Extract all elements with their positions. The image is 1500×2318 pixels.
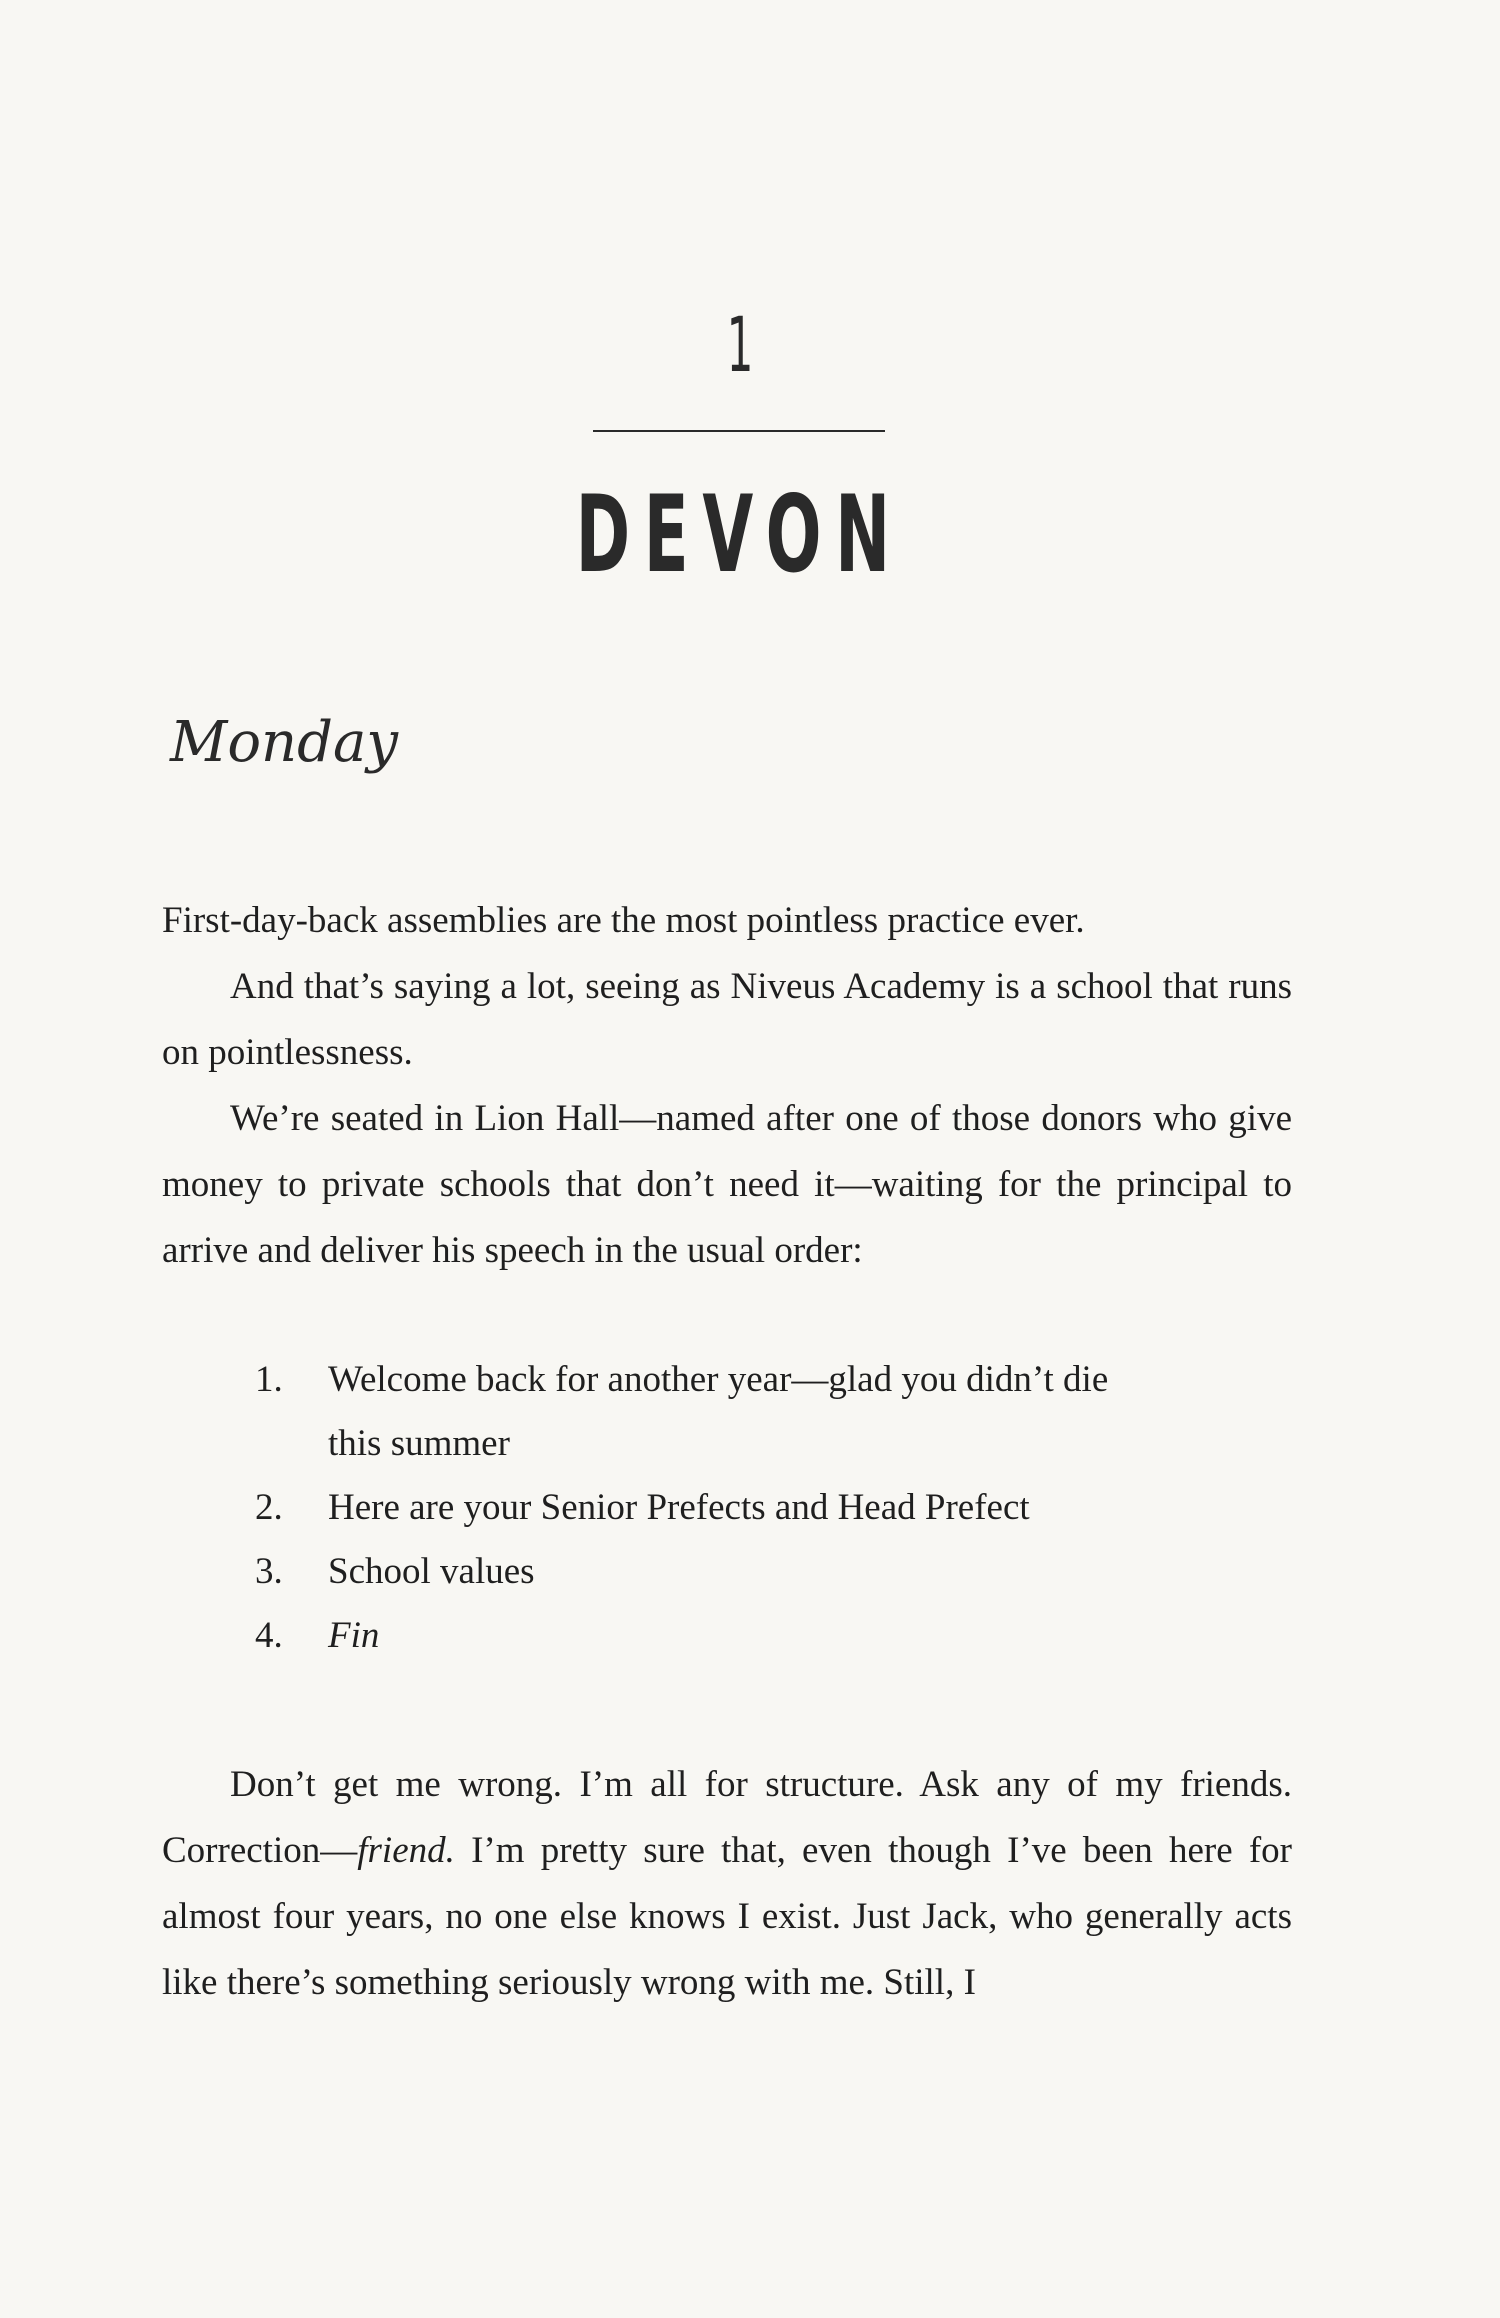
list-item-text: Fin bbox=[328, 1615, 380, 1656]
list-item-text: Welcome back for another year—glad you didn’t die this summer bbox=[328, 1359, 1109, 1464]
chapter-divider bbox=[593, 430, 885, 432]
list-item bbox=[255, 1604, 1155, 1668]
chapter-title bbox=[0, 473, 1480, 596]
paragraph-4-italic: friend. bbox=[357, 1830, 455, 1871]
chapter-title-text: DEVON bbox=[575, 473, 905, 596]
list-item-number: 1. bbox=[255, 1359, 283, 1400]
list-item-number: 2. bbox=[255, 1487, 283, 1528]
body-text-bottom bbox=[162, 1752, 1292, 2016]
paragraph-4-part2: I’m pretty sure that, even though I’ve been here for almost four years, no one else knows I exist. Just Jack, who generally acts like there’s something seriously wrong with me. Still, I bbox=[162, 1830, 1292, 2003]
list-item-number: 3. bbox=[255, 1551, 283, 1592]
paragraph-1: First-day-back assemblies are the most pointless practice ever. bbox=[162, 900, 1085, 941]
paragraph-3: We’re seated in Lion Hall—named after one of those donors who give money to private schools that don’t need it—waiting for the principal to arrive and deliver his speech in the usual order: bbox=[162, 1098, 1292, 1271]
list-item-text: School values bbox=[328, 1551, 535, 1592]
list-item bbox=[255, 1476, 1155, 1540]
paragraph-2: And that’s saying a lot, seeing as Niveus Academy is a school that runs on pointlessness. bbox=[162, 966, 1292, 1073]
paragraph-4-part1: Don’t get me wrong. I’m all for structure. Ask any of my friends. Correction— bbox=[162, 1764, 1292, 1871]
list-item bbox=[255, 1540, 1155, 1604]
numbered-list bbox=[255, 1348, 1155, 1668]
section-heading: Monday bbox=[170, 710, 398, 775]
list-item bbox=[255, 1348, 1155, 1476]
paragraph-4 bbox=[162, 1752, 1292, 2016]
list-item-number: 4. bbox=[255, 1615, 283, 1656]
list-item-text: Here are your Senior Prefects and Head Prefect bbox=[328, 1487, 1030, 1528]
chapter-number: 1 bbox=[726, 300, 754, 389]
body-text-top bbox=[162, 888, 1292, 1284]
